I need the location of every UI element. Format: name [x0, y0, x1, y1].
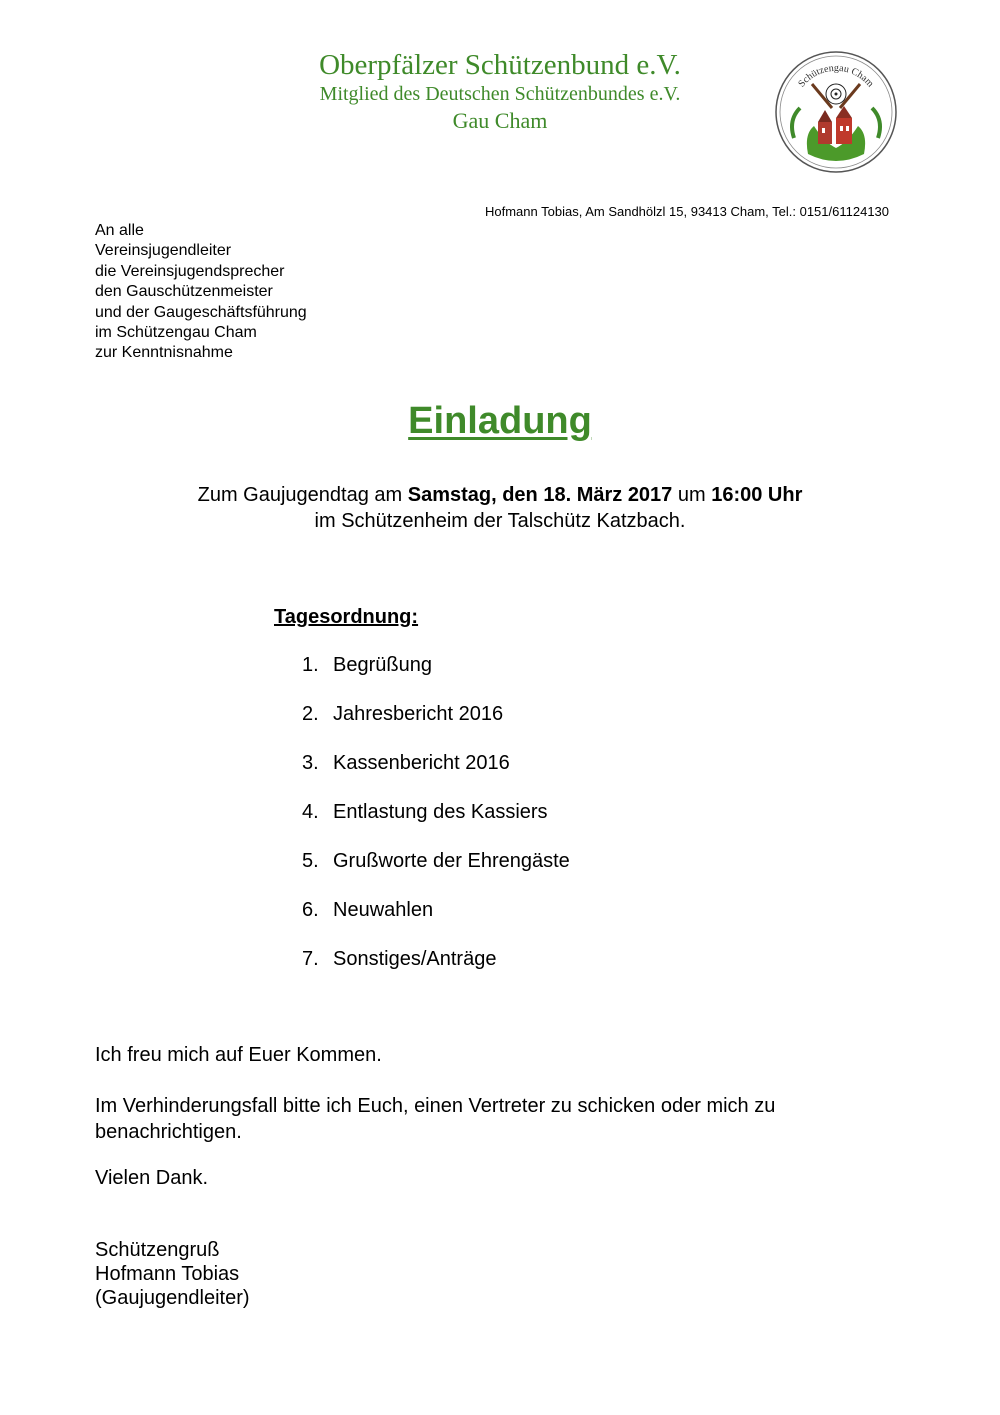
signature-greeting: Schützengruß	[95, 1239, 220, 1261]
agenda-item-text: Kassenbericht 2016	[333, 752, 510, 774]
agenda-item-number: 7.	[302, 948, 319, 970]
agenda-item-number: 2.	[302, 703, 319, 725]
agenda-item-text: Neuwahlen	[333, 899, 434, 921]
closing-substitute-request: Im Verhinderungsfall bitte ich Euch, einen Vertreter zu schicken oder mich zu benachrichtigen.	[95, 1095, 776, 1143]
event-time: 16:00 Uhr	[711, 484, 803, 506]
invitation-connector: um	[672, 484, 712, 506]
closing-looking-forward: Ich freu mich auf Euer Kommen.	[95, 1044, 382, 1066]
agenda-list	[302, 652, 570, 995]
membership-line: Mitglied des Deutschen Schützenbundes e.V.	[319, 83, 681, 105]
recipient-line: die Vereinsjugendsprecher	[95, 262, 285, 280]
agenda-item-number: 6.	[302, 899, 319, 921]
agenda-item-number: 5.	[302, 850, 319, 872]
letterhead	[250, 48, 750, 136]
invitation-line-1	[0, 482, 1000, 508]
recipient-line: Vereinsjugendleiter	[95, 242, 232, 260]
agenda-item-number: 4.	[302, 801, 319, 823]
agenda-item	[302, 799, 570, 848]
sender-contact: Hofmann Tobias, Am Sandhölzl 15, 93413 Cham, Tel.: 0151/61124130	[485, 204, 890, 219]
signature-role: (Gaujugendleiter)	[95, 1287, 250, 1309]
recipient-address-block	[95, 221, 307, 364]
signature-block	[95, 1238, 250, 1310]
agenda-heading: Tagesordnung:	[274, 606, 419, 628]
invitation-intro: Zum Gaujugendtag am	[197, 484, 408, 506]
agenda-item	[302, 652, 570, 701]
recipient-line: und der Gaugeschäftsführung	[95, 303, 307, 321]
agenda-item-text: Jahresbericht 2016	[333, 703, 504, 725]
invitation-text	[0, 482, 1000, 534]
agenda-item	[302, 897, 570, 946]
agenda-item	[302, 701, 570, 750]
agenda-item	[302, 750, 570, 799]
signature-name: Hofmann Tobias	[95, 1263, 240, 1285]
agenda-item-text: Grußworte der Ehrengäste	[333, 850, 570, 872]
agenda-item-text: Sonstiges/Anträge	[333, 948, 497, 970]
document-title: Einladung	[408, 400, 592, 442]
event-date: Samstag, den 18. März 2017	[407, 484, 673, 506]
gau-name: Gau Cham	[452, 108, 548, 133]
recipient-line: zur Kenntnisnahme	[95, 344, 233, 362]
agenda-item	[302, 946, 570, 995]
agenda-item-number: 1.	[302, 654, 319, 676]
club-logo-seal	[774, 50, 898, 174]
agenda-item-text: Begrüßung	[333, 654, 432, 676]
svg-text:Schützengau Cham: Schützengau Cham	[796, 62, 876, 90]
agenda-item-text: Entlastung des Kassiers	[333, 801, 548, 823]
agenda-item	[302, 848, 570, 897]
event-location: im Schützenheim der Talschütz Katzbach.	[314, 510, 686, 532]
agenda-item-number: 3.	[302, 752, 319, 774]
recipient-line: den Gauschützenmeister	[95, 283, 273, 301]
recipient-line: An alle	[95, 222, 144, 239]
organization-name: Oberpfälzer Schützenbund e.V.	[319, 49, 681, 81]
recipient-line: im Schützengau Cham	[95, 324, 257, 342]
closing-thanks: Vielen Dank.	[95, 1167, 209, 1189]
